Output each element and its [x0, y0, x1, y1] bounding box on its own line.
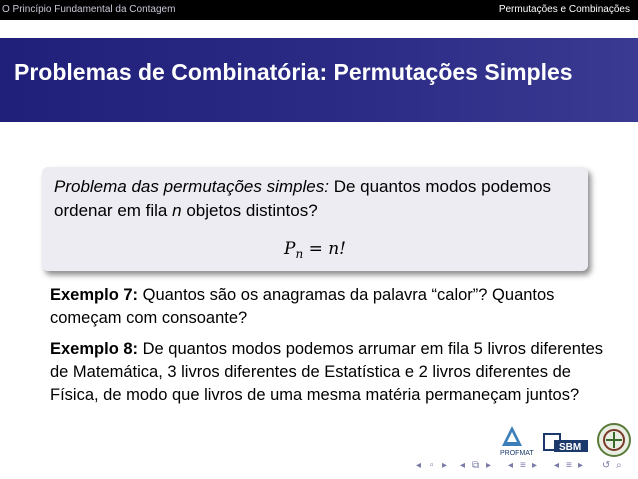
problem-text-part1: De quantos modos podemos ordenar em fila [54, 177, 552, 220]
formula [42, 239, 588, 262]
subsection-icon[interactable]: ⧉ [472, 460, 480, 471]
formula-subscript: n [295, 247, 304, 262]
header-section-left[interactable]: O Princípio Fundamental da Contagem [2, 4, 176, 15]
frame-icon[interactable]: ▫ [430, 460, 434, 471]
formula-rhs: n! [328, 239, 347, 259]
title-bar [0, 38, 638, 122]
uff-seal [598, 424, 630, 456]
header-bar [0, 0, 638, 20]
nav-left-arrow-icon[interactable]: ◂ [416, 460, 422, 471]
slide-next-icon[interactable]: ▸ [578, 460, 584, 471]
beamer-navigation [416, 460, 638, 476]
problem-var-n: n [172, 201, 182, 220]
problem-label: Problema das permutações simples: [54, 177, 329, 196]
logos [478, 420, 638, 460]
example-8-text: De quantos modos podemos arrumar em fila 5 livros diferentes de Matemática, 3 livros diferentes de Estatística e 2 livros diferentes de Física, de modo que livros de uma mesma matéria permaneçam juntos? [50, 340, 603, 404]
subsection-prev-icon[interactable]: ◂ [460, 460, 466, 471]
profmat-label: PROFMAT [500, 450, 534, 457]
slide-prev-icon[interactable]: ◂ [554, 460, 560, 471]
nav-right-arrow-icon[interactable]: ▸ [442, 460, 448, 471]
slide-title: Problemas de Combinatória: Permutações Simples [14, 59, 573, 85]
example-8 [50, 338, 610, 407]
problem-text [54, 175, 574, 223]
subsection-next-icon[interactable]: ▸ [486, 460, 492, 471]
sbm-label: SBM [559, 442, 582, 453]
header-section-right[interactable]: Permutações e Combinações [498, 4, 630, 15]
slide-icon[interactable]: ≡ [566, 460, 572, 471]
formula-lhs: P [283, 239, 296, 259]
section-next-icon[interactable]: ▸ [532, 460, 538, 471]
example-7-text: Quantos são os anagramas da palavra “calor”? Quantos começam com consoante? [50, 286, 555, 327]
profmat-logo [478, 420, 638, 460]
section-prev-icon[interactable]: ◂ [508, 460, 514, 471]
formula-equals: = [303, 239, 329, 259]
section-icon[interactable]: ≡ [520, 460, 526, 471]
sbm-logo [544, 434, 588, 453]
problem-box [42, 167, 588, 271]
problem-text-part2: objetos distintos? [181, 201, 318, 220]
example-8-label: Exemplo 8: [50, 340, 139, 358]
example-7 [50, 284, 610, 330]
back-icon[interactable]: ↺ [602, 460, 611, 471]
search-icon[interactable]: ⌕ [616, 460, 622, 471]
example-7-label: Exemplo 7: [50, 286, 139, 304]
